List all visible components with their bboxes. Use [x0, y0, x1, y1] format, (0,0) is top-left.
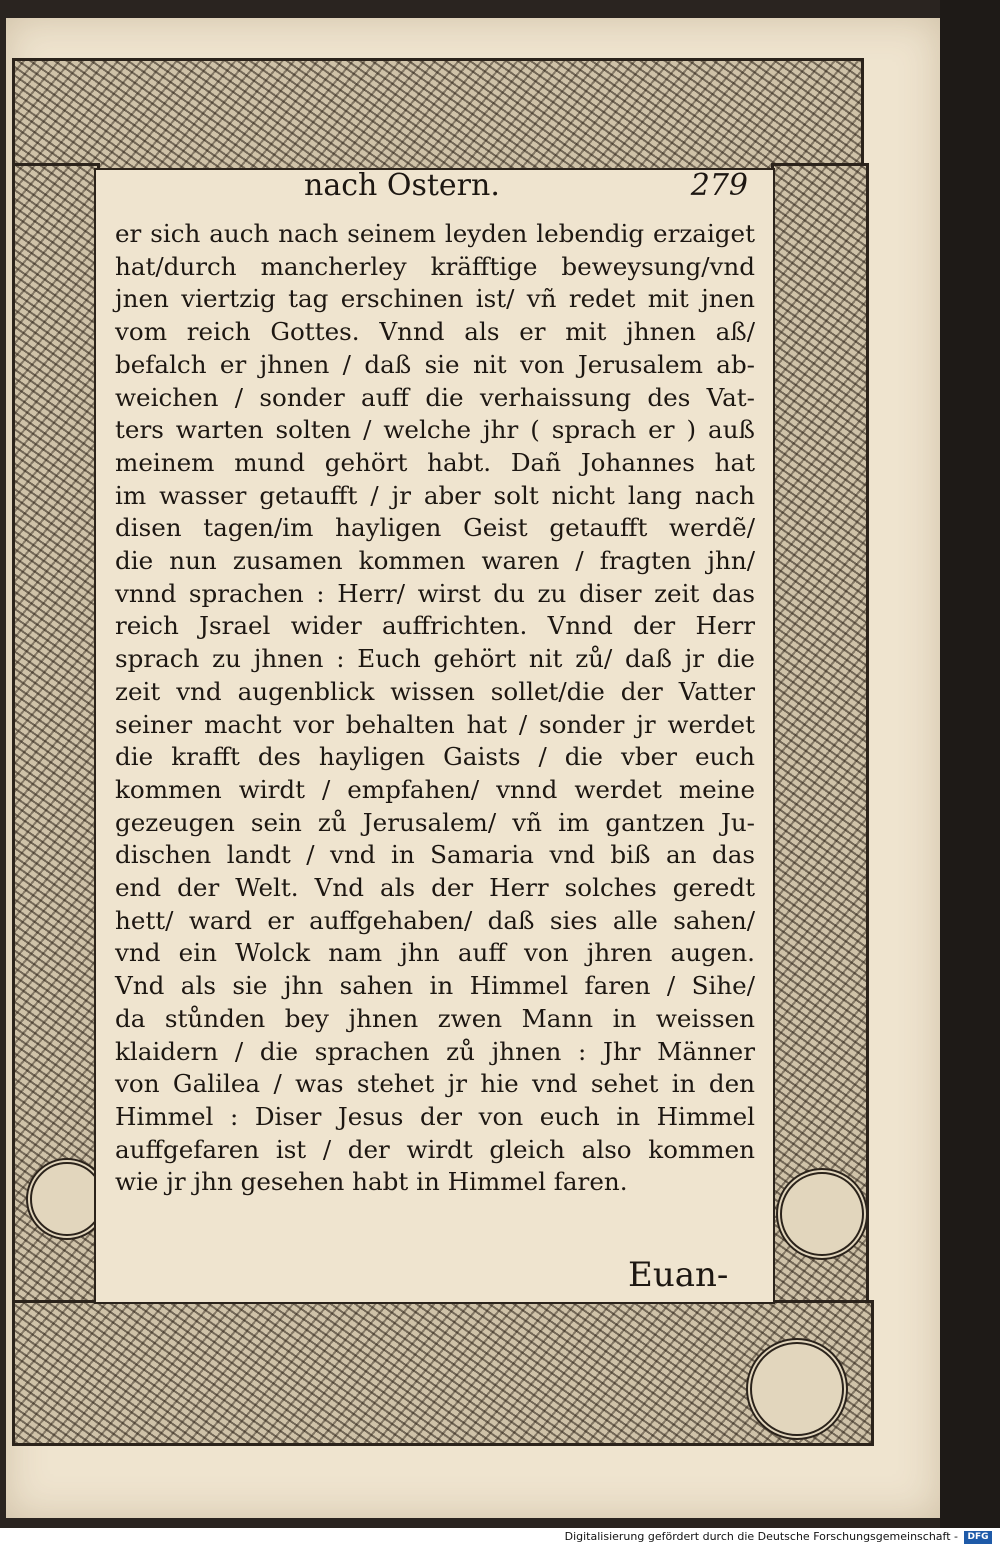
text-line: weichen / sonder auff die verhaissung des Vat-	[115, 382, 755, 412]
footer-bar	[0, 1528, 1000, 1548]
text-line: er sich auch nach seinem leyden lebendig erzaiget	[115, 219, 755, 248]
text-line: ters warten solten / welche jhr ( sprach er ) auß	[115, 415, 755, 445]
text-line: die nun zusamen kommen waren / fragten jhn/	[115, 546, 755, 576]
text-line: wie jr jhn gesehen habt in Himmel faren.	[115, 1167, 628, 1197]
text-line: end der Welt. Vnd als der Herr solches geredt	[115, 873, 755, 903]
scan-background-right	[940, 0, 1000, 1528]
text-line: Vnd als sie jhn sahen in Himmel faren / Sihe/	[115, 971, 755, 1001]
text-line: die krafft des hayligen Gaists / die vber euch	[115, 742, 755, 772]
text-line: da stůnden bey jhnen zwen Mann in weissen	[115, 1003, 755, 1033]
woodcut-border-bottom	[12, 1300, 874, 1446]
woodcut-border-left	[12, 163, 100, 1314]
funding-notice: Digitalisierung gefördert durch die Deutsche Forschungsgemeinschaft -	[564, 1530, 958, 1543]
woodcut-border-top	[12, 58, 864, 174]
text-line: sprach zu jhnen : Euch gehört nit zů/ daß jr die	[115, 644, 755, 674]
text-line: seiner macht vor behalten hat / sonder jr werdet	[115, 709, 755, 739]
text-line: hat/durch mancherley kräfftige beweysung/vnd	[115, 251, 755, 281]
text-line: jnen viertzig tag erschinen ist/ vñ redet mit jnen	[115, 284, 755, 314]
text-line: disen tagen/im hayligen Geist getaufft werdẽ/	[115, 513, 755, 543]
text-line: Himmel : Diser Jesus der von euch in Himmel	[115, 1101, 755, 1131]
text-line: reich Jsrael wider auffrichten. Vnnd der Herr	[115, 611, 755, 641]
text-line: vnd ein Wolck nam jhn auff von jhren augen.	[115, 938, 755, 968]
body-text	[115, 218, 755, 1199]
text-line: von Galilea / was stehet jr hie vnd sehet in den	[115, 1069, 755, 1099]
text-line: klaidern / die sprachen zů jhnen : Jhr Männer	[115, 1036, 755, 1066]
page-number: 279	[690, 168, 748, 203]
text-line: auffgefaren ist / der wirdt gleich also kommen	[115, 1134, 755, 1164]
text-line: zeit vnd augenblick wissen sollet/die der Vatter	[115, 676, 755, 706]
text-line: meinem mund gehört habt. Dañ Johannes hat	[115, 447, 755, 477]
text-line: hett/ ward er auffgehaben/ daß sies alle sahen/	[115, 905, 755, 935]
dfg-logo[interactable]: DFG	[964, 1531, 992, 1544]
woodcut-border-right	[771, 163, 869, 1314]
text-line: befalch er jhnen / daß sie nit von Jerusalem ab-	[115, 349, 755, 379]
text-line: vom reich Gottes. Vnnd als er mit jhnen aß/	[115, 317, 755, 347]
ornament-spiral-right	[776, 1168, 868, 1260]
running-header	[290, 168, 760, 208]
text-line: dischen landt / vnd in Samaria vnd biß an das	[115, 840, 755, 870]
ornament-spiral-bottom	[746, 1338, 848, 1440]
catchword: Euan-	[628, 1255, 729, 1295]
text-line: im wasser getaufft / jr aber solt nicht lang nach	[115, 480, 755, 510]
text-line: gezeugen sein zů Jerusalem/ vñ im gantzen Ju-	[115, 807, 755, 837]
text-line: kommen wirdt / empfahen/ vnnd werdet meine	[115, 774, 755, 804]
running-title: nach Ostern.	[304, 168, 500, 203]
text-line: vnnd sprachen : Herr/ wirst du zu diser zeit das	[115, 578, 755, 608]
